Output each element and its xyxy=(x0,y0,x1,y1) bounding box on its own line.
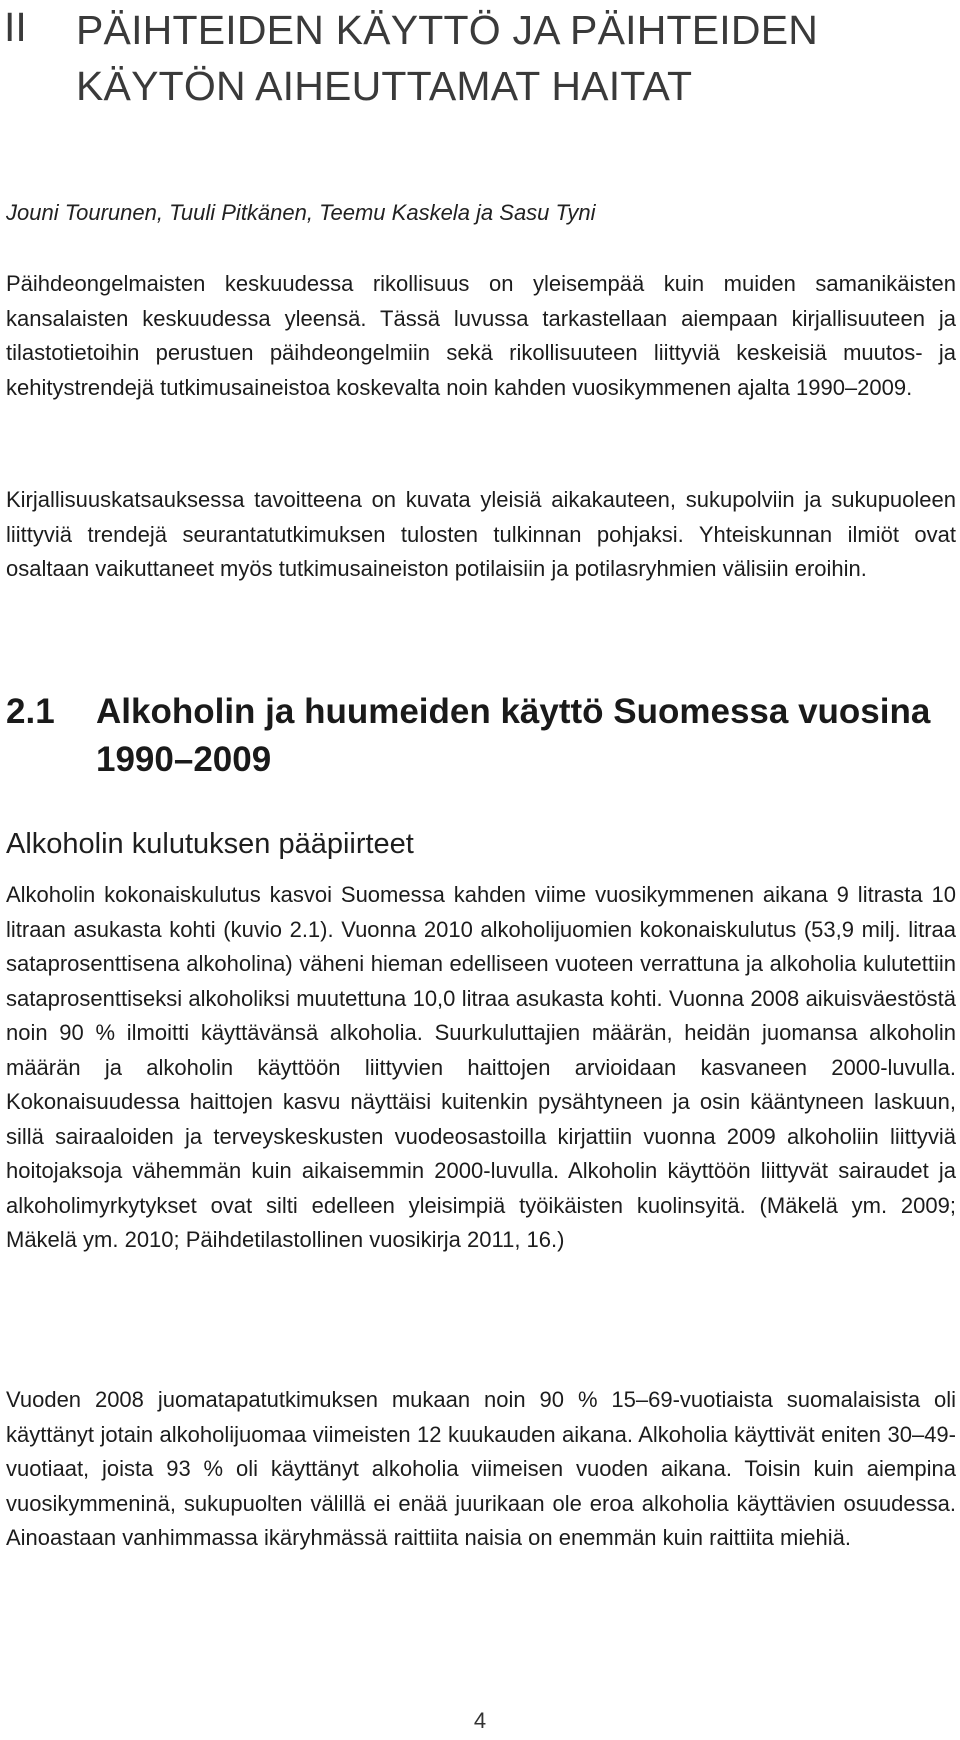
authors-line: Jouni Tourunen, Tuuli Pitkänen, Teemu Kaskela ja Sasu Tyni xyxy=(6,200,596,225)
subheading: Alkoholin kulutuksen pääpiirteet xyxy=(6,828,414,860)
body-paragraph-1: Alkoholin kokonaiskulutus kasvoi Suomessa kahden viime vuosikymmenen aikana 9 litrasta 10 litraan asukasta kohti (kuvio 2.1). Vuonna 2010 alkoholijuomien kokonaiskulutus (53,9 milj. litraa sataprosenttisena alkoholina) väheni hieman edelliseen vuoteen verrattuna ja alkoholia kulutettiin sataprosenttiseksi alkoholiksi muutettuna 10,0 litraa asukasta kohti. Vuonna 2008 aikuisväestöstä noin 90 % ilmoitti käyttävänsä alkoholia. Suurkuluttajien määrän, heidän juomansa alkoholin määrän ja alkoholin käyttöön liittyvien haittojen arvioidaan kasvaneen 2000-luvulla. Kokonaisuudessa haittojen kasvu näyttäisi kuitenkin pysähtyneen ja osin kääntyneen laskuun, sillä sairaaloiden ja terveyskeskusten vuodeosastoilla kirjattiin vuonna 2009 alkoholiin liittyviä hoitojaksoja vähemmän kuin aikaisemmin 2000-luvulla. Alkoholin käyttöön liittyvät sairaudet ja alkoholimyrkytykset ovat silti edelleen yleisimpiä työikäisten kuolinsyitä. (Mäkelä ym. 2009; Mäkelä ym. 2010; Päihdetilastollinen vuosikirja 2011, 16.) xyxy=(6,882,956,1252)
chapter-title: PÄIHTEIDEN KÄYTTÖ JA PÄIHTEIDEN KÄYTÖN AIHEUTTAMAT HAITAT xyxy=(76,7,819,109)
intro-paragraph-1: Päihdeongelmaisten keskuudessa rikollisuus on yleisempää kuin muiden samanikäisten kansalaisten keskuudessa yleensä. Tässä luvussa tarkastellaan aiempaan kirjallisuuteen ja tilastotietoihin perustuen päihdeongelmiin sekä rikollisuuteen liittyviä keskeisiä muutos- ja kehitystrendejä tutkimusaineistoa koskevalta noin kahden vuosikymmenen ajalta 1990–2009. xyxy=(6,271,956,400)
chapter-number: II xyxy=(4,4,27,50)
section-number: 2.1 xyxy=(6,692,55,731)
page-number: 4 xyxy=(473,1708,487,1733)
section-heading xyxy=(6,688,946,784)
section-title: Alkoholin ja huumeiden käyttö Suomessa vuosina 1990–2009 xyxy=(96,692,931,779)
body-paragraph-2: Vuoden 2008 juomatapatutkimuksen mukaan noin 90 % 15–69-vuotiaista suomalaisista oli käyttänyt jotain alkoholijuomaa viimeisten 12 kuukauden aikana. Alkoholia käyttivät eniten 30–49-vuotiaat, joista 93 % oli käyttänyt alkoholia viimeisen vuoden aikana. Toisin kuin aiempina vuosikymmeninä, sukupuolten välillä ei enää juurikaan ole eroa alkoholia käyttävien osuudessa. Ainoastaan vanhimmassa ikäryhmässä raittiita naisia on enemmän kuin raittiita miehiä. xyxy=(6,1387,956,1550)
intro-paragraph-2: Kirjallisuuskatsauksessa tavoitteena on kuvata yleisiä aikakauteen, sukupolviin ja sukupuoleen liittyviä trendejä seurantatutkimuksen tulosten tulkinnan pohjaksi. Yhteiskunnan ilmiöt ovat osaltaan vaikuttaneet myös tutkimusaineiston potilaisiin ja potilasryhmien välisiin eroihin. xyxy=(6,487,956,581)
